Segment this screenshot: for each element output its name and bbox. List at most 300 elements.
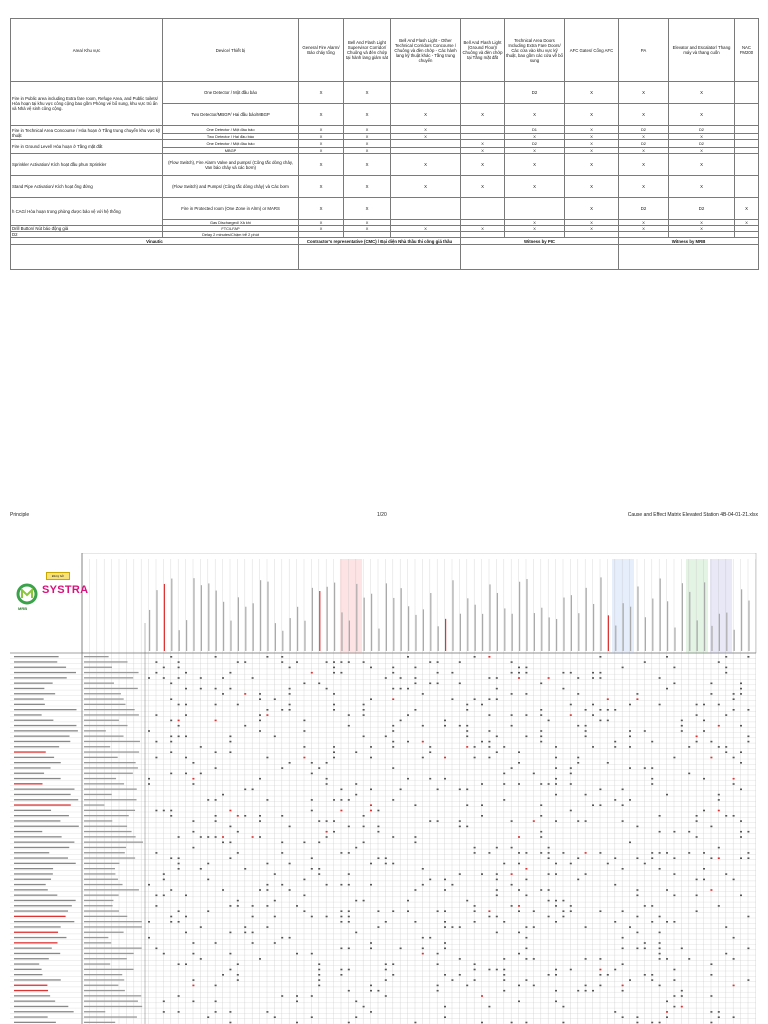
cell-mark	[607, 762, 609, 764]
cell-mark	[170, 656, 172, 658]
cell-mark	[348, 826, 350, 828]
cell-mark	[370, 985, 372, 987]
cell-mark	[414, 683, 416, 685]
cell-mark	[259, 820, 261, 822]
cell-mark	[192, 831, 194, 833]
cell-mark	[229, 842, 231, 844]
effect-cell: X	[505, 176, 565, 198]
row-text-mark	[84, 767, 138, 768]
cell-mark	[229, 1011, 231, 1013]
cell-mark	[414, 836, 416, 838]
cell-mark	[400, 688, 402, 690]
cell-mark	[570, 704, 572, 706]
cell-mark	[496, 736, 498, 738]
cell-mark	[222, 794, 224, 796]
effect-cell: X	[619, 154, 669, 176]
footer-left: Principle	[10, 512, 30, 518]
cell-mark	[511, 873, 513, 875]
cell-mark	[474, 979, 476, 981]
cell-mark	[444, 889, 446, 891]
row-text-mark	[14, 720, 53, 721]
cell-mark	[444, 725, 446, 727]
cell-mark	[444, 948, 446, 950]
cell-mark	[244, 815, 246, 817]
cell-mark	[481, 783, 483, 785]
effect-cell: X	[344, 140, 391, 148]
cell-mark	[303, 879, 305, 881]
cell-mark	[237, 661, 239, 663]
cell-mark	[363, 826, 365, 828]
cell-mark	[555, 969, 557, 971]
cell-mark	[355, 783, 357, 785]
cell-mark	[599, 852, 601, 854]
cell-mark	[696, 714, 698, 716]
cell-mark	[474, 905, 476, 907]
cell-mark	[192, 778, 194, 780]
effect-cell	[735, 140, 759, 148]
cell-mark	[518, 889, 520, 891]
effect-cell: X	[565, 104, 619, 126]
column-header: Technical Area Doors Including Extra Fare Doors/ Các cửa vào khu vực kỹ thuật, bao gồm các cửa về bổ sung	[505, 19, 565, 82]
effect-cell: X	[619, 226, 669, 232]
cell-mark	[429, 879, 431, 881]
cell-mark	[407, 741, 409, 743]
effect-cell: X	[391, 154, 461, 176]
row-text-mark	[84, 863, 119, 864]
cell-mark	[266, 926, 268, 928]
header-text-mark	[526, 579, 527, 651]
row-text-mark	[14, 741, 70, 742]
cell-mark	[673, 667, 675, 669]
cell-mark	[318, 873, 320, 875]
cell-mark	[644, 730, 646, 732]
cell-mark	[215, 751, 217, 753]
cell-mark	[555, 778, 557, 780]
cell-mark	[718, 746, 720, 748]
effect-cell	[735, 104, 759, 126]
cell-mark	[333, 799, 335, 801]
signature-box-row	[11, 245, 759, 270]
cell-mark	[311, 672, 313, 674]
cell-mark	[215, 720, 217, 722]
cell-mark	[740, 857, 742, 859]
effect-cell: X	[565, 198, 619, 220]
cell-mark	[355, 751, 357, 753]
cell-mark	[666, 794, 668, 796]
cell-mark	[599, 677, 601, 679]
cell-mark	[289, 688, 291, 690]
cell-mark	[614, 709, 616, 711]
cell-mark	[407, 714, 409, 716]
cell-mark	[229, 688, 231, 690]
cell-mark	[474, 963, 476, 965]
cell-mark	[673, 979, 675, 981]
cell-mark	[200, 746, 202, 748]
cell-mark	[577, 757, 579, 759]
effect-cell: X	[505, 104, 565, 126]
cell-mark	[548, 974, 550, 976]
row-text-mark	[14, 963, 39, 964]
cell-mark	[518, 953, 520, 955]
cell-mark	[414, 921, 416, 923]
cell-mark	[488, 714, 490, 716]
cell-mark	[392, 963, 394, 965]
cell-mark	[659, 985, 661, 987]
cell-mark	[562, 916, 564, 918]
cell-mark	[222, 842, 224, 844]
cell-mark	[281, 995, 283, 997]
cell-mark	[148, 884, 150, 886]
row-text-mark	[84, 857, 135, 858]
row-text-mark	[14, 1011, 74, 1012]
effect-cell: X	[505, 220, 565, 226]
cell-mark	[392, 799, 394, 801]
cell-mark	[540, 815, 542, 817]
cell-mark	[370, 942, 372, 944]
cell-mark	[318, 979, 320, 981]
cell-mark	[340, 974, 342, 976]
cell-mark	[548, 873, 550, 875]
cell-mark	[673, 831, 675, 833]
cell-mark	[326, 916, 328, 918]
cell-mark	[555, 990, 557, 992]
cell-mark	[326, 884, 328, 886]
cell-mark	[340, 884, 342, 886]
area-cell: h CAG/ Hỏa hoạn trong phòng được bảo vệ với hệ thống	[11, 198, 163, 226]
cell-mark	[155, 714, 157, 716]
cell-mark	[170, 921, 172, 923]
cell-mark	[178, 910, 180, 912]
header-text-mark	[497, 593, 498, 651]
cell-mark	[348, 799, 350, 801]
cell-mark	[540, 804, 542, 806]
cell-mark	[222, 974, 224, 976]
row-text-mark	[84, 677, 133, 678]
cell-mark	[311, 868, 313, 870]
cell-mark	[718, 704, 720, 706]
cell-mark	[747, 948, 749, 950]
row-text-mark	[84, 720, 119, 721]
cell-mark	[622, 990, 624, 992]
cell-mark	[385, 921, 387, 923]
area-cell: Sprinkler Activation/ Kích hoạt đầu phun Sprinkler	[11, 154, 163, 176]
cell-mark	[244, 725, 246, 727]
cell-mark	[659, 852, 661, 854]
cell-mark	[281, 661, 283, 663]
cell-mark	[518, 751, 520, 753]
effect-cell: X	[344, 134, 391, 140]
row-text-mark	[84, 969, 133, 970]
cell-mark	[370, 810, 372, 812]
row-text-mark	[84, 783, 124, 784]
cell-mark	[659, 942, 661, 944]
row-text-mark	[84, 868, 115, 869]
cell-mark	[385, 677, 387, 679]
cell-mark	[192, 979, 194, 981]
cell-mark	[148, 937, 150, 939]
cell-mark	[266, 884, 268, 886]
cell-mark	[548, 847, 550, 849]
effect-cell: X	[565, 176, 619, 198]
cell-mark	[444, 921, 446, 923]
cell-mark	[311, 995, 313, 997]
column-header: Bell And Flash Light Supervisor Corridor/ Chuông và đèn chớp tại hành lang giám sát	[344, 19, 391, 82]
cell-mark	[496, 895, 498, 897]
cell-mark	[562, 852, 564, 854]
cell-mark	[585, 725, 587, 727]
header-text-mark	[386, 583, 387, 651]
cell-mark	[488, 969, 490, 971]
row-text-mark	[84, 698, 124, 699]
cell-mark	[266, 714, 268, 716]
cell-mark	[429, 746, 431, 748]
cell-mark	[525, 879, 527, 881]
header-text-mark	[563, 598, 564, 651]
cell-mark	[437, 910, 439, 912]
cell-mark	[252, 677, 254, 679]
cell-mark	[385, 995, 387, 997]
cell-mark	[326, 836, 328, 838]
cell-mark	[437, 683, 439, 685]
cell-mark	[540, 836, 542, 838]
cell-mark	[518, 1001, 520, 1003]
row-text-mark	[84, 895, 119, 896]
cell-mark	[622, 789, 624, 791]
cell-mark	[555, 921, 557, 923]
cell-mark	[274, 916, 276, 918]
row-text-mark	[14, 767, 51, 768]
cell-mark	[259, 889, 261, 891]
cell-mark	[355, 900, 357, 902]
cell-mark	[496, 751, 498, 753]
cell-mark	[370, 863, 372, 865]
cell-mark	[170, 773, 172, 775]
cell-mark	[577, 990, 579, 992]
cell-mark	[252, 905, 254, 907]
cell-mark	[710, 974, 712, 976]
cell-mark	[215, 820, 217, 822]
cell-mark	[525, 958, 527, 960]
cell-mark	[710, 826, 712, 828]
row-text-mark	[14, 709, 76, 710]
cell-mark	[562, 1022, 564, 1024]
row-text-mark	[84, 794, 112, 795]
cell-mark	[555, 900, 557, 902]
cell-mark	[503, 783, 505, 785]
cell-mark	[651, 857, 653, 859]
cell-mark	[488, 1006, 490, 1008]
cell-mark	[266, 757, 268, 759]
cell-mark	[696, 704, 698, 706]
cell-mark	[488, 698, 490, 700]
cell-mark	[370, 757, 372, 759]
cell-mark	[555, 783, 557, 785]
cell-mark	[229, 751, 231, 753]
cell-mark	[651, 852, 653, 854]
cell-mark	[326, 820, 328, 822]
effect-cell: X	[299, 134, 344, 140]
cell-mark	[155, 661, 157, 663]
cell-mark	[718, 799, 720, 801]
cell-mark	[488, 656, 490, 658]
column-header: NAC FM200	[735, 19, 759, 82]
cell-mark	[703, 704, 705, 706]
cell-mark	[636, 916, 638, 918]
cell-mark	[229, 826, 231, 828]
cell-mark	[599, 656, 601, 658]
cell-mark	[577, 879, 579, 881]
cell-mark	[215, 985, 217, 987]
cell-mark	[725, 667, 727, 669]
cell-mark	[148, 783, 150, 785]
area-cell: Fire in Technical Area Concourse / Hỏa hoạn ở Tầng trung chuyển khu vực kỹ thuật	[11, 126, 163, 140]
cell-mark	[599, 720, 601, 722]
cell-mark	[681, 730, 683, 732]
header-text-mark	[223, 602, 224, 651]
cell-mark	[585, 990, 587, 992]
effect-cell: X	[299, 104, 344, 126]
cell-mark	[377, 810, 379, 812]
cell-mark	[385, 979, 387, 981]
cell-mark	[237, 974, 239, 976]
cell-mark	[740, 751, 742, 753]
cell-mark	[333, 820, 335, 822]
cell-mark	[222, 677, 224, 679]
cell-mark	[599, 804, 601, 806]
row-text-mark	[14, 884, 46, 885]
cell-mark	[474, 921, 476, 923]
header-text-mark	[482, 614, 483, 651]
cell-mark	[178, 677, 180, 679]
cell-mark	[725, 953, 727, 955]
cell-mark	[392, 863, 394, 865]
effect-cell: X	[344, 176, 391, 198]
row-text-mark	[84, 746, 110, 747]
cell-mark	[155, 672, 157, 674]
header-text-mark	[615, 626, 616, 651]
cell-mark	[289, 826, 291, 828]
cell-mark	[296, 995, 298, 997]
cell-mark	[296, 661, 298, 663]
cell-mark	[725, 815, 727, 817]
cell-mark	[229, 905, 231, 907]
cell-mark	[318, 683, 320, 685]
cell-mark	[511, 725, 513, 727]
row-text-mark	[14, 667, 66, 668]
header-text-mark	[549, 617, 550, 651]
cell-mark	[525, 979, 527, 981]
row-text-mark	[14, 751, 46, 752]
cell-mark	[237, 815, 239, 817]
cell-mark	[511, 767, 513, 769]
row-text-mark	[14, 836, 62, 837]
cell-mark	[215, 836, 217, 838]
header-text-mark	[201, 585, 202, 651]
cell-mark	[481, 704, 483, 706]
cell-mark	[592, 704, 594, 706]
header-text-mark	[682, 583, 683, 651]
cell-mark	[659, 916, 661, 918]
device-cell: FTC/LFAP	[163, 226, 299, 232]
cell-mark	[348, 661, 350, 663]
cell-mark	[355, 1016, 357, 1018]
effect-cell	[461, 82, 505, 104]
cell-mark	[340, 910, 342, 912]
cell-mark	[710, 857, 712, 859]
cell-mark	[222, 693, 224, 695]
area-cell: Drill Button/ Nút báo động giả	[11, 226, 163, 232]
cell-mark	[518, 852, 520, 854]
cell-mark	[385, 736, 387, 738]
cell-mark	[503, 958, 505, 960]
cell-mark	[237, 963, 239, 965]
cell-mark	[496, 969, 498, 971]
cell-mark	[614, 857, 616, 859]
cell-mark	[592, 746, 594, 748]
effect-cell: X	[669, 148, 735, 154]
cell-mark	[392, 730, 394, 732]
cell-mark	[392, 688, 394, 690]
cell-mark	[215, 688, 217, 690]
cell-mark	[222, 836, 224, 838]
table-row	[11, 176, 759, 198]
cell-mark	[311, 799, 313, 801]
cell-mark	[311, 916, 313, 918]
cell-mark	[666, 1016, 668, 1018]
cell-mark	[666, 656, 668, 658]
cell-mark	[518, 667, 520, 669]
cell-mark	[503, 921, 505, 923]
row-text-mark	[14, 857, 68, 858]
cell-mark	[644, 661, 646, 663]
cell-mark	[229, 1022, 231, 1024]
cell-mark	[651, 974, 653, 976]
header-text-mark	[312, 588, 313, 651]
cell-mark	[496, 873, 498, 875]
cell-mark	[237, 831, 239, 833]
row-text-mark	[14, 879, 51, 880]
cell-mark	[451, 698, 453, 700]
cell-mark	[577, 762, 579, 764]
cell-mark	[696, 836, 698, 838]
row-text-mark	[84, 995, 141, 996]
cell-mark	[555, 974, 557, 976]
cell-mark	[229, 810, 231, 812]
effect-cell: X	[565, 154, 619, 176]
column-header: Bell And Flash Light - Other Technical Corridors Concourse / Chuông và đèn chớp - Các hành lang kỹ thuật khác - Tầng trung chuyển	[391, 19, 461, 82]
cell-mark	[747, 736, 749, 738]
cell-mark	[392, 910, 394, 912]
cell-mark	[215, 1001, 217, 1003]
cell-mark	[747, 979, 749, 981]
header-row	[11, 19, 759, 82]
cell-mark	[474, 757, 476, 759]
cell-mark	[747, 831, 749, 833]
cell-mark	[525, 736, 527, 738]
table-row	[11, 140, 759, 148]
row-text-mark	[84, 709, 135, 710]
header-text-mark	[593, 604, 594, 651]
cell-mark	[696, 910, 698, 912]
header-text-mark	[253, 603, 254, 651]
cell-mark	[555, 757, 557, 759]
cell-mark	[740, 693, 742, 695]
row-text-mark	[84, 932, 124, 933]
cell-mark	[696, 879, 698, 881]
cell-mark	[518, 985, 520, 987]
effect-cell: D2	[505, 140, 565, 148]
header-text-mark	[401, 588, 402, 651]
